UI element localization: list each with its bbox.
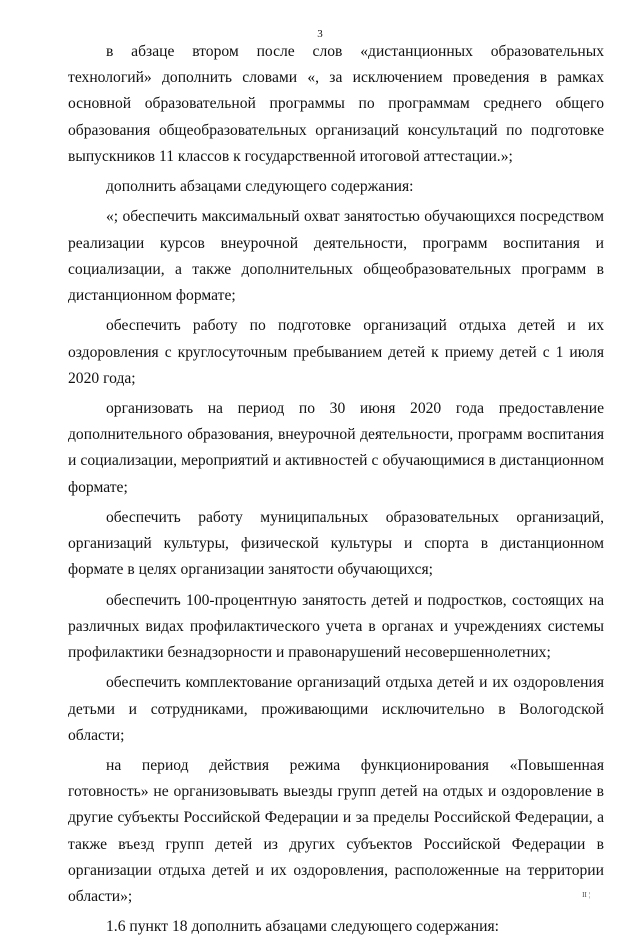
paragraph-prepare-camps: обеспечить работу по подготовке организаций отдыха детей и их оздоровления с круглосуточным пребыванием детей к приему детей с 1 июля 2020 года; — [68, 317, 604, 387]
paragraph-ensure-coverage: «; обеспечить максимальный охват занятостью обучающихся посредством реализации курсов внеурочной деятельности, программ воспитания и социализации, а также дополнительных общеобразовательных программ в дистанционном формате; — [68, 208, 604, 305]
paragraph-full-employment: обеспечить 100-процентную занятость детей и подростков, состоящих на различных видах профилактического учета в органах и учреждениях системы профилактики безнадзорности и правонарушений несовершеннолетних; — [68, 591, 604, 662]
paragraph-amendment-paragraph-two: в абзаце втором после слов «дистанционных образовательных технологий» дополнить словами «, за исключением проведения в рамках основной образовательной программы по программам среднего общего образования общеобразовательных организаций консультаций по подготовке выпускников 11 классов к государственной итоговой аттестации.»; — [68, 43, 604, 165]
page-number: 3 — [317, 28, 323, 40]
document-body — [68, 39, 604, 945]
paragraph-high-alert-regime: на период действия режима функционирования «Повышенная готовность» не организовывать выезды групп детей на отдых и оздоровление в другие субъекты Российской Федерации и за пределы Российской Федерации, а также въезд групп детей из других субъектов Российской Федерации в организации отдыха детей и их оздоровления, расположенные на территории области»; — [68, 757, 604, 906]
paragraph-municipal-organizations: обеспечить работу муниципальных образовательных организаций, организаций культуры, физической культуры и спорта в дистанционном формате в целях организации занятости обучающихся; — [68, 508, 604, 579]
paragraph-item-1-6: 1.6 пункт 18 дополнить абзацами следующего содержания: — [106, 918, 499, 936]
paragraph-organize-remote-education: организовать на период по 30 июня 2020 года предоставление дополнительного образования, внеурочной деятельности, программ воспитания и социализации, мероприятий и активностей с обучающимися в дистанционном формате; — [68, 400, 604, 496]
footer-scan-marks: II ¦ — [582, 891, 590, 899]
paragraph-staffing: обеспечить комплектование организаций отдыха детей и их оздоровления детьми и сотрудниками, проживающими исключительно в Вологодской области; — [68, 674, 604, 744]
paragraph-add-paragraphs: дополнить абзацами следующего содержания: — [106, 178, 414, 196]
